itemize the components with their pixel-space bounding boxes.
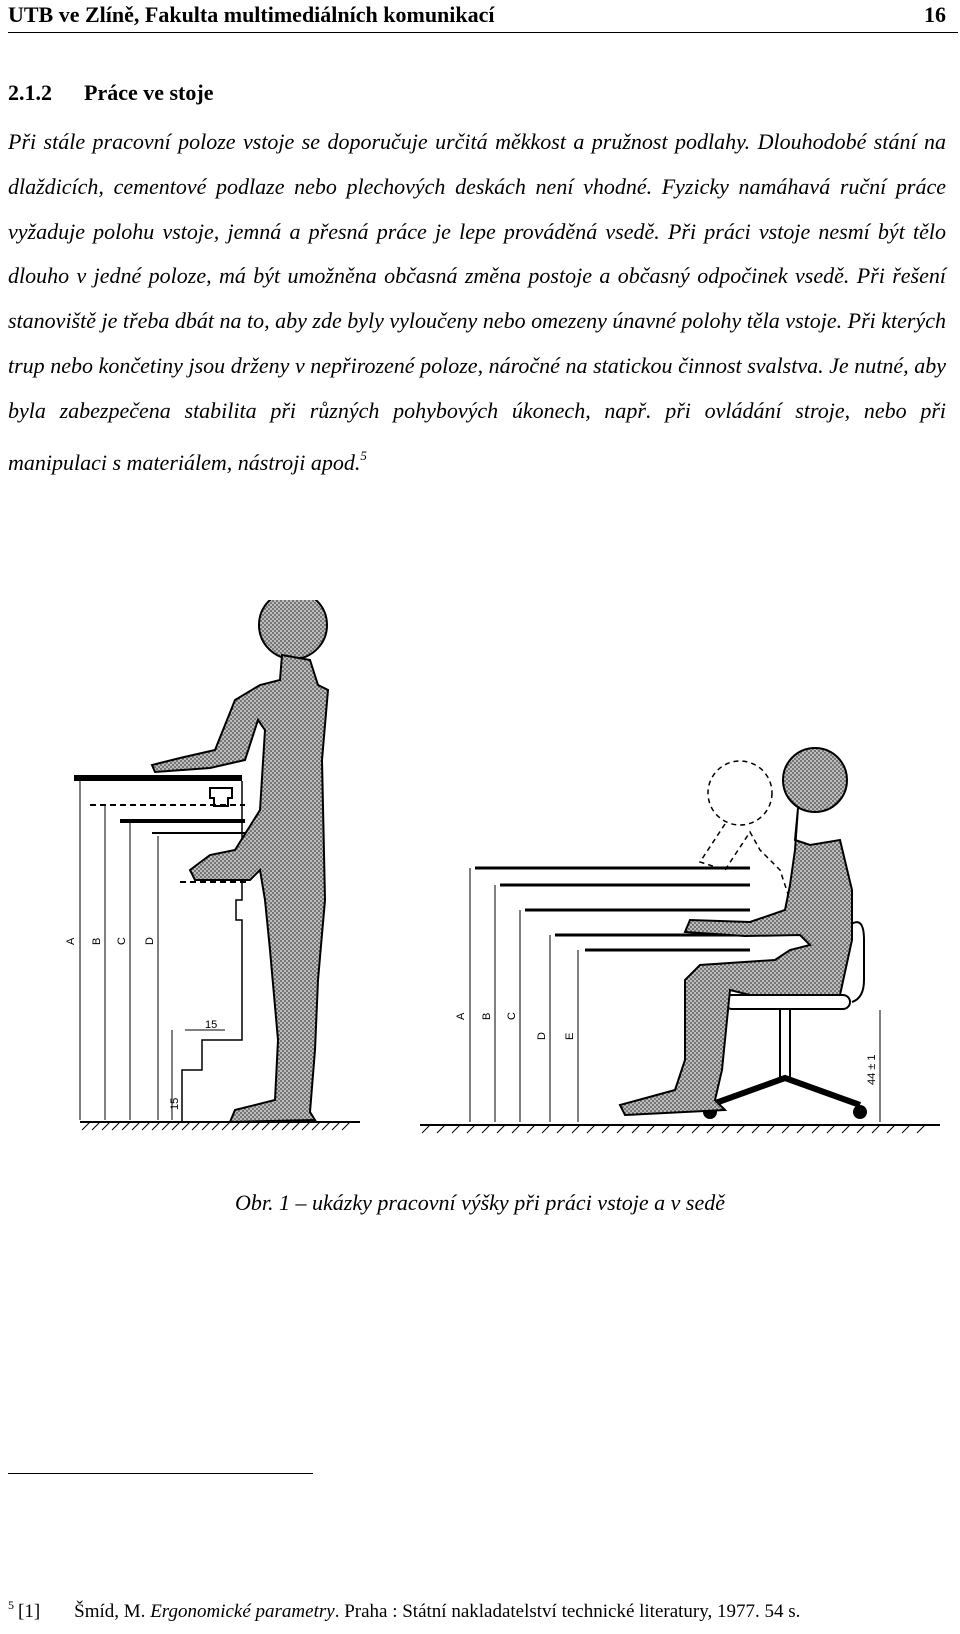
floor-hatch-right [422, 1125, 925, 1133]
section-heading [8, 80, 213, 106]
footnote-mark: 5 [8, 1598, 14, 1612]
section-title: Práce ve stoje [84, 80, 214, 105]
standing-diagram [65, 600, 360, 1130]
standing-dim-step-width: 15 [205, 1019, 218, 1031]
sitting-label-e: E [564, 1032, 576, 1040]
sitting-label-c: C [506, 1012, 518, 1020]
page-number: 16 [924, 2, 946, 27]
standing-label-b: B [91, 937, 103, 945]
footnote-reference: 5 [360, 447, 367, 463]
section-number: 2.1.2 [8, 80, 52, 105]
floor-hatch-left [82, 1122, 350, 1130]
footnote-separator [8, 1473, 313, 1474]
sitting-diagram [420, 748, 940, 1133]
footnote [8, 1598, 958, 1623]
body-paragraph [8, 120, 946, 485]
footnote-rest: . Praha : Státní nakladatelství technické literatury, 1977. 54 s. [334, 1601, 801, 1622]
standing-dim-step-height: 15 [169, 1097, 181, 1110]
footnote-ref: [1] [18, 1601, 41, 1622]
standing-label-d: D [144, 937, 156, 945]
standing-person [152, 600, 328, 1122]
sitting-person [620, 748, 852, 1115]
sitting-label-a: A [455, 1012, 467, 1020]
sitting-dim-seat: 44 ± 1 [866, 1054, 878, 1085]
header-title: UTB ve Zlíně, Fakulta multimediálních komunikací [8, 2, 495, 27]
standing-label-c: C [116, 937, 128, 945]
sitting-label-b: B [481, 1012, 493, 1020]
standing-label-a: A [65, 937, 77, 945]
paragraph-text: Při stále pracovní poloze vstoje se doporučuje určitá měkkost a pružnost podlahy. Dlouhodobé stání na dlaždicích, cementové podlaze nebo plechových deskách není vhodné. Fyzicky namáhavá ruční práce vyžaduje polohu vstoje, jemná a přesná práce je lepe prováděná vsedě. Při práci vstoje nesmí být tělo dlouho v jedné poloze, má být umožněna občasná změna postoje a občasný odpočinek vsedě. Při řešení stanoviště je třeba dbát na to, aby zde byly vyloučeny nebo omezeny únavné polohy těla vstoje. Při kterých trup nebo končetiny jsou drženy v nepřirozené poloze, náročné na statickou činnost svalstva. Je nutné, aby byla zabezpečena stabilita při různých pohybových úkonech, např. při ovládání stroje, nebo při manipulaci s materiálem, nástroji apod. [8, 129, 946, 475]
figure-caption: Obr. 1 – ukázky pracovní výšky při práci vstoje a v sedě [235, 1190, 725, 1215]
footnote-title: Ergonomické parametry [150, 1601, 335, 1622]
sitting-label-d: D [536, 1032, 548, 1040]
footnote-author: Šmíd, M. [74, 1601, 151, 1622]
standing-work-surface-a [74, 775, 242, 781]
page-header [8, 0, 958, 33]
ergonomic-figure [60, 600, 940, 1190]
